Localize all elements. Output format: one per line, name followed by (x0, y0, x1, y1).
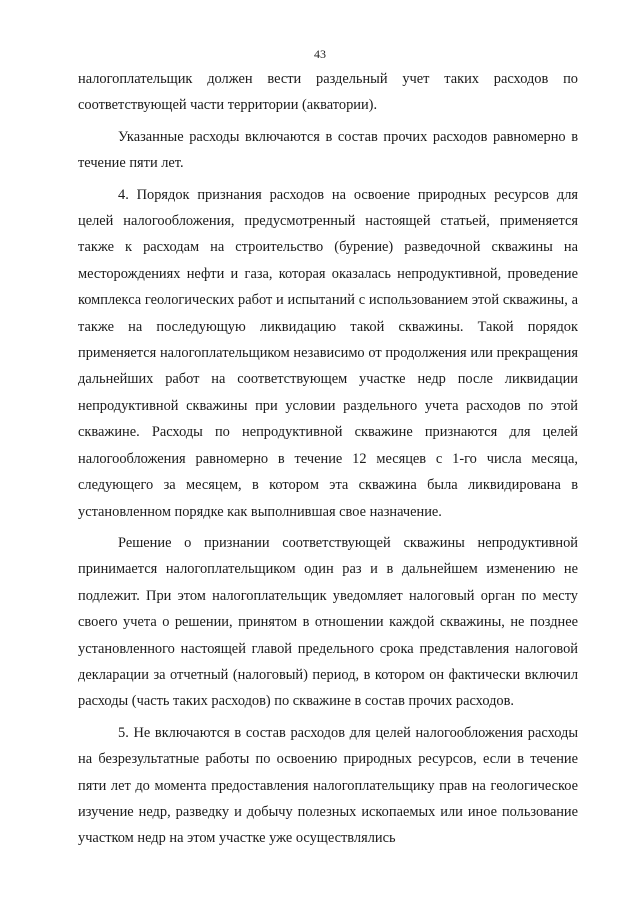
document-body (78, 66, 578, 852)
page-number: 43 (314, 47, 326, 61)
paragraph-expenses-included: Указанные расходы включаются в состав прочих расходов равномерно в течение пяти лет. (78, 128, 578, 172)
paragraph-well-decision: Решение о признании соответствующей скважины непродуктивной принимается налогоплательщиком один раз и в дальнейшем изменению не подлежит. При этом налогоплательщик уведомляет налоговый орган по месту своего учета о решении, принятом в отношении каждой скважины, не позднее установленного настоящей главой предельного срока представления налоговой декларации за отчетный (налоговый) период, в котором он фактически включил расходы (часть таких расходов) по скважине в состав прочих расходов. (78, 534, 578, 710)
paragraph-item-5: 5. Не включаются в состав расходов для целей налогообложения расходы на безрезультатные работы по освоению природных ресурсов, если в течение пяти лет до момента предоставления налогоплательщику прав на геологическое изучение недр, разведку и добычу полезных ископаемых или иное пользование участком недр на этом участке уже осуществлялись (78, 724, 578, 847)
paragraph-continuation: налогоплательщик должен вести раздельный учет таких расходов по соответствующей части территории (акватории). (78, 71, 578, 114)
paragraph-item-4: 4. Порядок признания расходов на освоение природных ресурсов для целей налогообложения, предусмотренный настоящей статьей, применяется также к расходам на строительство (бурение) разведочной скважины на месторождениях нефти и газа, которая оказалась непродуктивной, проведение комплекса геологических работ и испытаний с использованием этой скважины, а также на последующую ликвидацию такой скважины. Такой порядок применяется налогоплательщиком независимо от продолжения или прекращения дальнейших работ на соответствующем участке недр после ликвидации непродуктивной скважины при условии раздельного учета расходов по этой скважине. Расходы по непродуктивной скважине признаются для целей налогообложения равномерно в течение 12 месяцев с 1-го числа месяца, следующего за месяцем, в котором эта скважина была ликвидирована в установленном порядке как выполнившая свое назначение. (78, 186, 578, 520)
